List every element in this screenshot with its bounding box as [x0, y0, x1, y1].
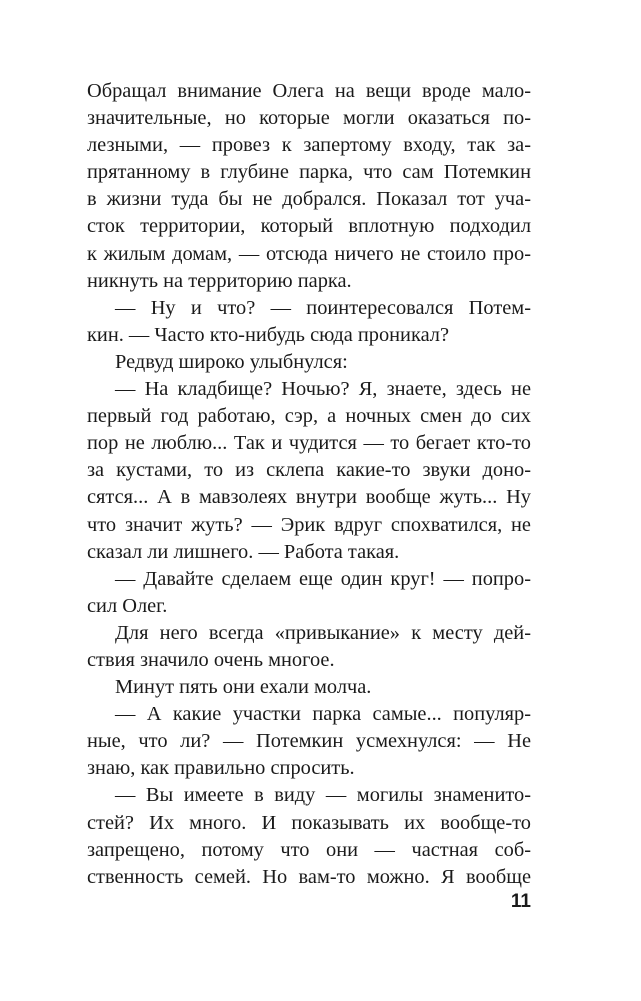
text-line: ственность семей. Но вам-то можно. Я вообще [87, 865, 531, 888]
text-line: Для него всегда «привыкание» к месту дей- [115, 621, 531, 644]
text-line: никнуть на территорию парка. [87, 269, 352, 292]
text-line: к жилым домам, — отсюда ничего не стоило про- [87, 242, 531, 265]
text-line: лезными, — провез к запертому входу, так за- [87, 134, 531, 157]
text-line: ствия значило очень многое. [87, 648, 335, 671]
text-line: первый год работаю, сэр, а ночных смен до сих [87, 405, 531, 428]
text-line: за кустами, то из склепа какие-то звуки доно- [87, 459, 531, 482]
text-line: знаю, как правильно спросить. [87, 757, 355, 780]
text-line: — Давайте сделаем еще один круг! — попро- [115, 567, 531, 590]
text-line: сказал ли лишнего. — Работа такая. [87, 540, 400, 563]
text-line: — А какие участки парка самые... популяр- [115, 703, 531, 726]
text-line: значительные, но которые могли оказаться по- [87, 107, 531, 130]
text-line: что значит жуть? — Эрик вдруг спохватился, не [87, 513, 531, 536]
text-line: прятанному в глубине парка, что сам Потемкин [87, 161, 531, 184]
text-line: кин. — Часто кто-нибудь сюда проникал? [87, 323, 450, 346]
text-line: Обращал внимание Олега на вещи вроде мало- [87, 80, 531, 102]
text-line: Редвуд широко улыбнулся: [115, 350, 348, 373]
text-line: ные, что ли? — Потемкин усмехнулся: — Не [87, 730, 531, 753]
text-line: запрещено, потому что они — частная соб- [87, 838, 531, 861]
text-line: в жизни туда бы не добрался. Показал тот уча- [87, 188, 531, 211]
text-line: Минут пять они ехали молча. [115, 676, 372, 699]
text-line: сил Олег. [87, 594, 168, 617]
body-text [87, 78, 531, 891]
text-line: пор не люблю... Так и чудится — то бегает кто-то [87, 432, 531, 455]
text-line: — Ну и что? — поинтересовался Потем- [115, 296, 531, 319]
text-line: — Вы имеете в виду — могилы знаменито- [115, 784, 531, 807]
text-line: сток территории, который вплотную подходил [87, 215, 531, 238]
page-number: 11 [510, 891, 531, 912]
text-line: сятся... А в мавзолеях внутри вообще жуть... Ну [87, 486, 531, 509]
text-line: стей? Их много. И показывать их вообще-то [87, 811, 531, 834]
text-line: — На кладбище? Ночью? Я, знаете, здесь не [115, 378, 531, 401]
